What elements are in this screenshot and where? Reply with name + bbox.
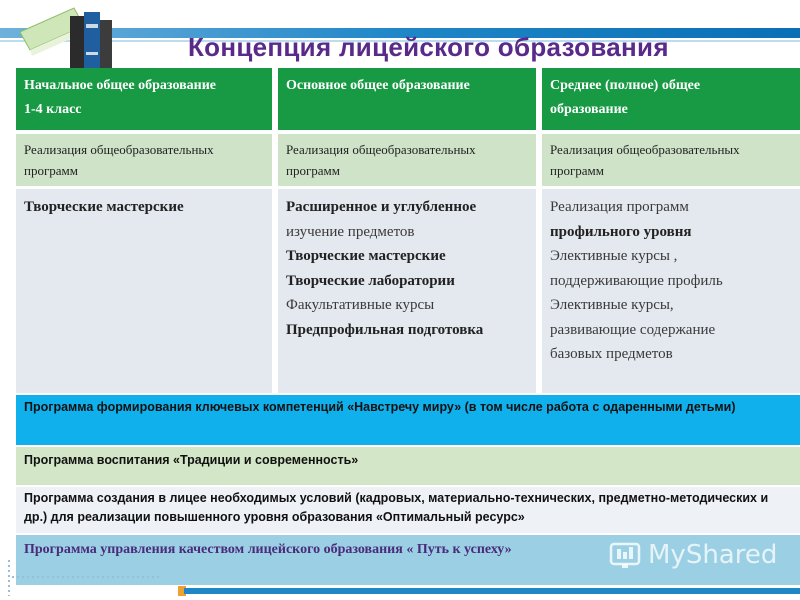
bottom-accent-bar	[184, 588, 800, 594]
programs-cell-basic: Реализация общеобразовательных программ	[278, 134, 536, 186]
activity-item: изучение предметов	[286, 223, 415, 240]
program-band-upbringing: Программа воспитания «Традиции и современность»	[16, 447, 800, 485]
activity-item: Реализация программ	[550, 199, 689, 215]
activity-item: Творческие мастерские	[286, 248, 446, 264]
activities-cell-primary	[16, 189, 272, 393]
myshared-logo-icon	[608, 538, 642, 572]
activity-item: поддерживающие профиль	[550, 272, 723, 289]
decorative-dots-vertical	[8, 560, 10, 596]
activities-cell-basic	[278, 189, 536, 393]
activities-cell-secondary	[542, 189, 800, 393]
concept-table	[16, 68, 800, 586]
header-secondary-education: Среднее (полное) общее образование	[542, 68, 800, 130]
activity-item: Предпрофильная подготовка	[286, 321, 484, 338]
program-band-competencies: Программа формирования ключевых компетенций «Навстречу миру» (в том числе работа с одаренными детьми)	[16, 395, 800, 445]
decorative-dots-horizontal	[12, 576, 162, 578]
activity-item: Элективные курсы ,	[550, 248, 678, 264]
activity-item: развивающие содержание	[550, 321, 716, 338]
watermark-text: MyShared	[648, 540, 778, 570]
activity-item: Факультативные курсы	[286, 297, 435, 313]
program-band-quality: Программа управления качеством лицейского образования « Путь к успеху»	[16, 535, 800, 585]
programs-cell-secondary: Реализация общеобразовательных программ	[542, 134, 800, 186]
header-primary-education: Начальное общее образование 1-4 класс	[16, 68, 272, 130]
activity-item: Творческие мастерские	[24, 199, 184, 215]
activity-item: Расширенное и углубленное	[286, 199, 477, 215]
header-basic-education: Основное общее образование	[278, 68, 536, 130]
activity-item: Творческие лаборатории	[286, 272, 455, 289]
watermark	[608, 536, 783, 574]
activity-item: базовых предметов	[550, 346, 673, 362]
books-icon	[14, 2, 124, 72]
programs-cell-primary: Реализация общеобразовательных программ	[16, 134, 272, 186]
program-band-resources: Программа создания в лицее необходимых условий (кадровых, материально-технических, предметно-методических и др.) для реализации повышенного уровня образования «Оптимальный ресурс»	[16, 487, 800, 533]
page-title: Концепция лицейского образования	[188, 32, 669, 62]
activity-item: Элективные курсы,	[550, 297, 674, 313]
activity-item: профильного уровня	[550, 223, 692, 240]
